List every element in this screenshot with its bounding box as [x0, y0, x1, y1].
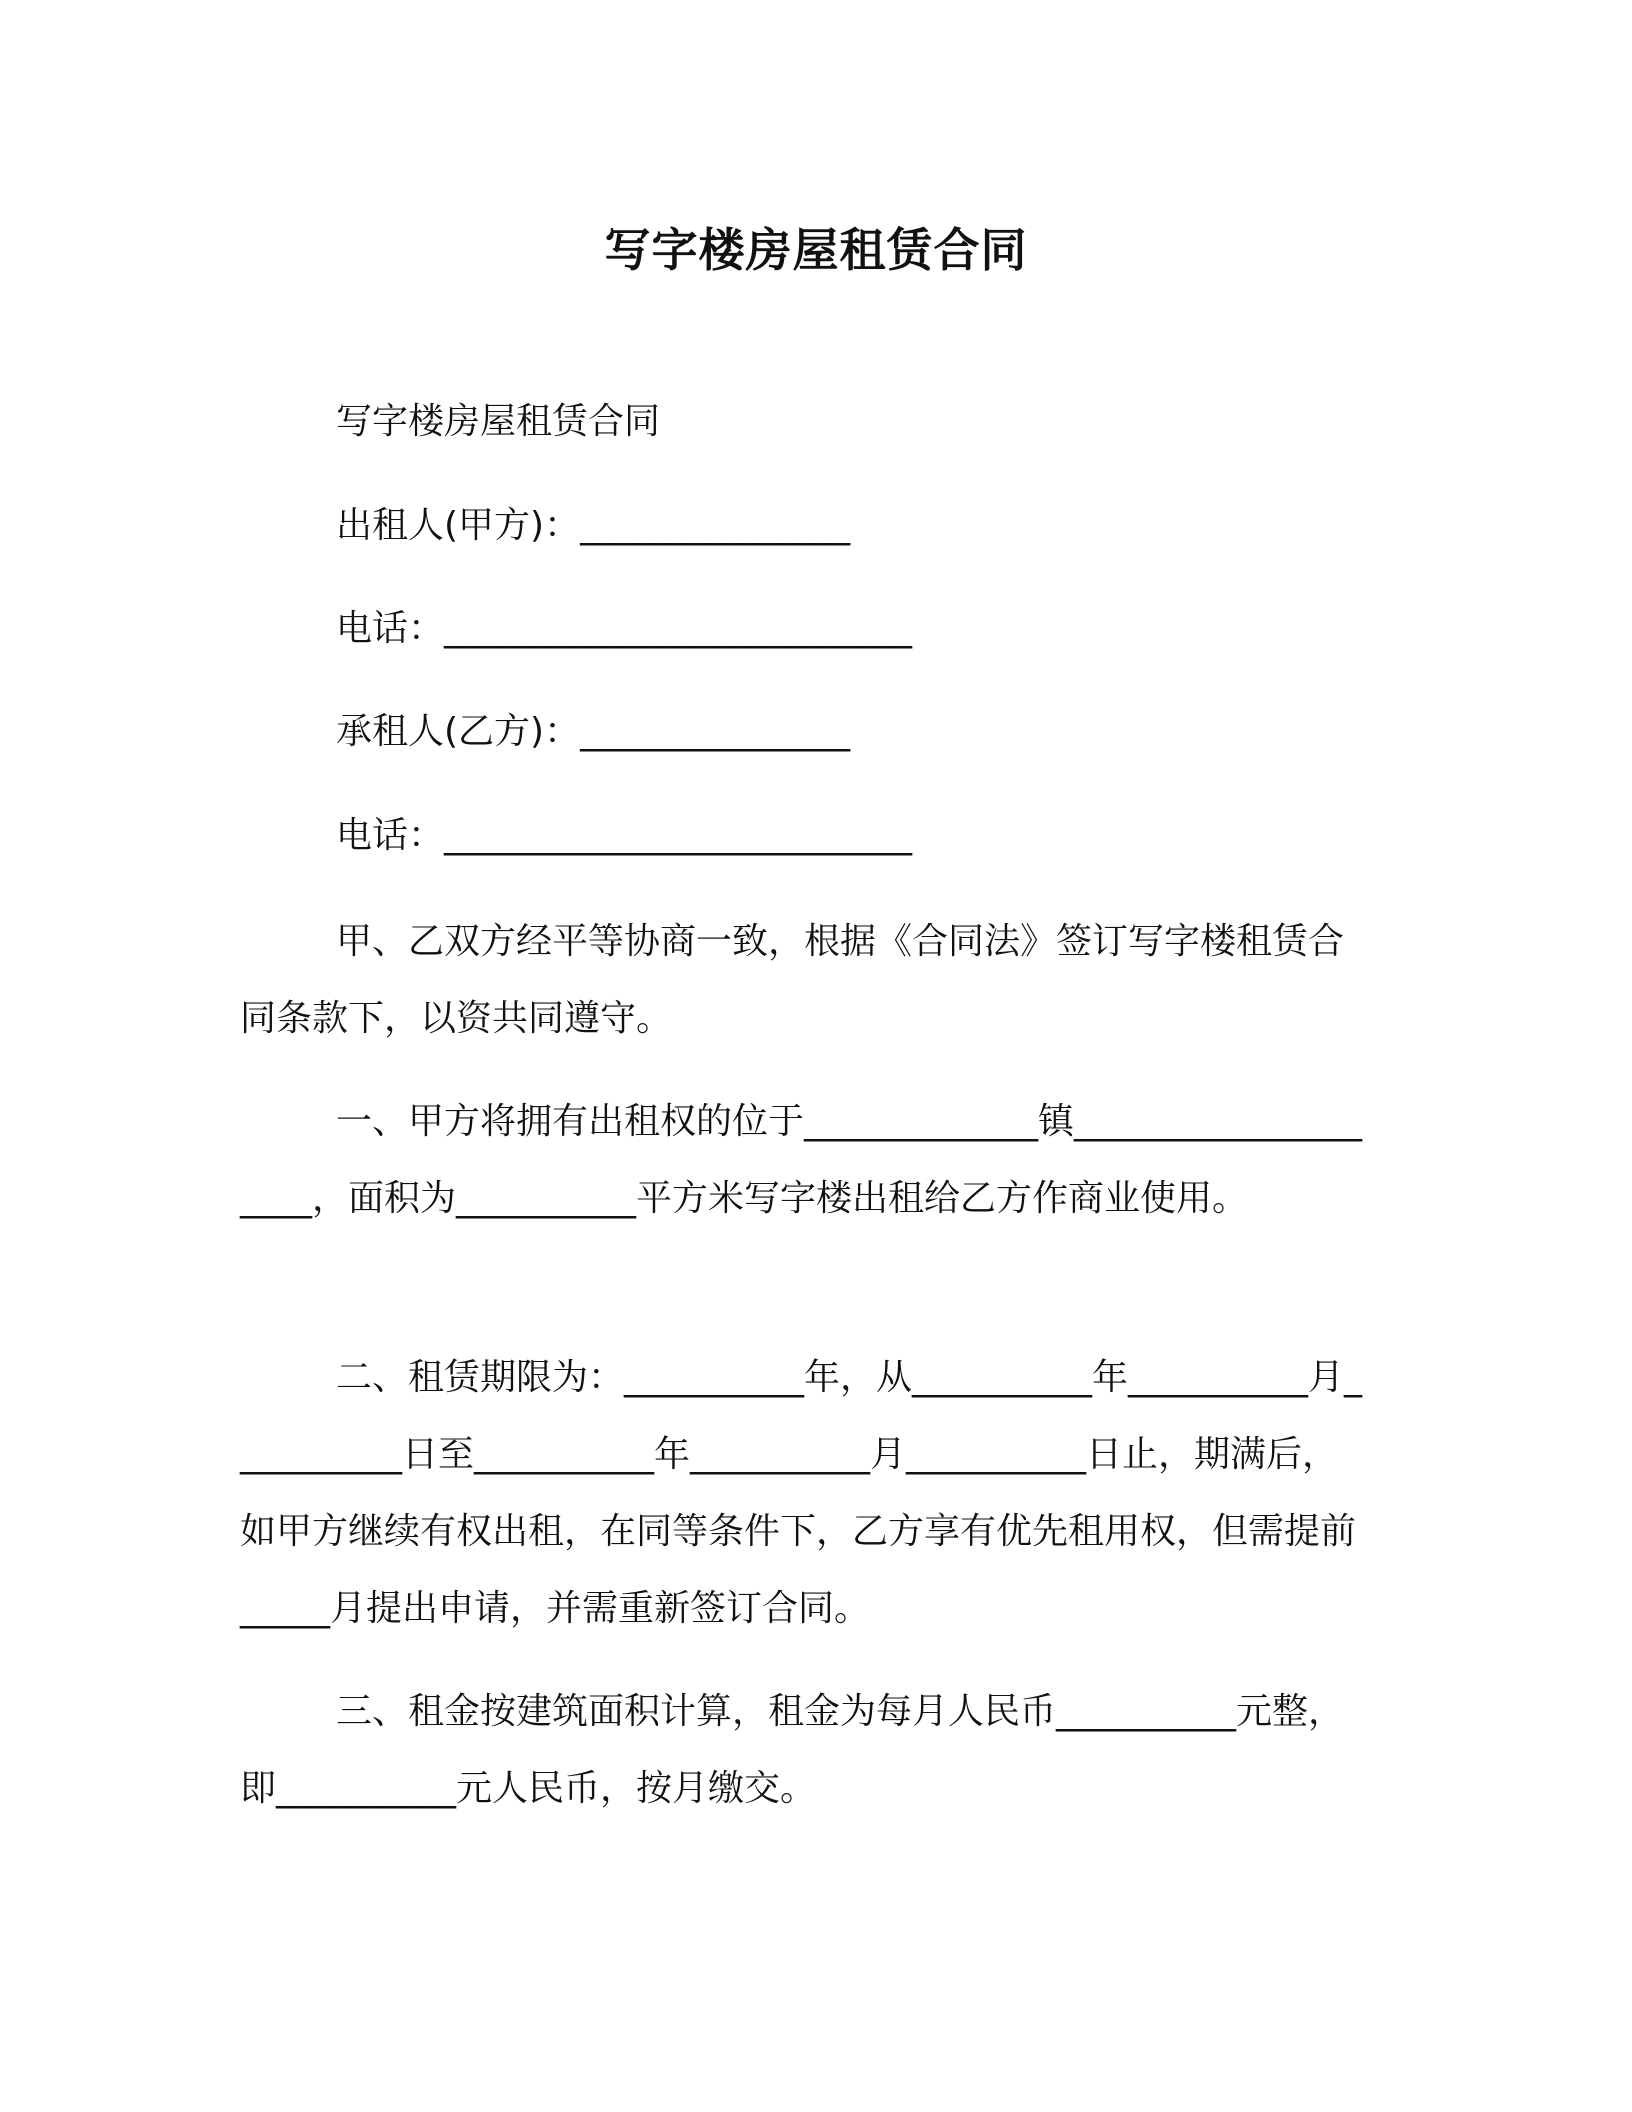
- clause-3-paragraph: 三、租金按建筑面积计算，租金为每月人民币__________元整，即__________元人民币，按月缴交。: [240, 1691, 1345, 1809]
- clause-1-paragraph: 一、甲方将拥有出租权的位于_____________镇____________________，面积为__________平方米写字楼出租给乙方作商业使用。: [240, 1101, 1363, 1219]
- intro-paragraph: 甲、乙双方经平等协商一致，根据《合同法》签订写字楼租赁合同条款下，以资共同遵守。: [240, 921, 1345, 1039]
- lessee-phone-field: 电话：__________________________: [336, 815, 913, 856]
- lessee-field: 承租人(乙方)：_______________: [336, 711, 851, 752]
- document-subtitle: 写字楼房屋租赁合同: [336, 401, 661, 442]
- lessor-phone-field: 电话：__________________________: [336, 608, 913, 649]
- clause-2-paragraph: 二、租赁期限为：__________年，从__________年__________月__________日至__________年__________月__________日止，期满后，如甲方继续有权出租，在同等条件下，乙方享有优先租用权，但需提前_____月提出申请，并需重新签订合同。: [240, 1357, 1363, 1629]
- lessor-field: 出租人(甲方)：_______________: [336, 505, 851, 546]
- document-title: 写字楼房屋租赁合同: [604, 223, 1028, 277]
